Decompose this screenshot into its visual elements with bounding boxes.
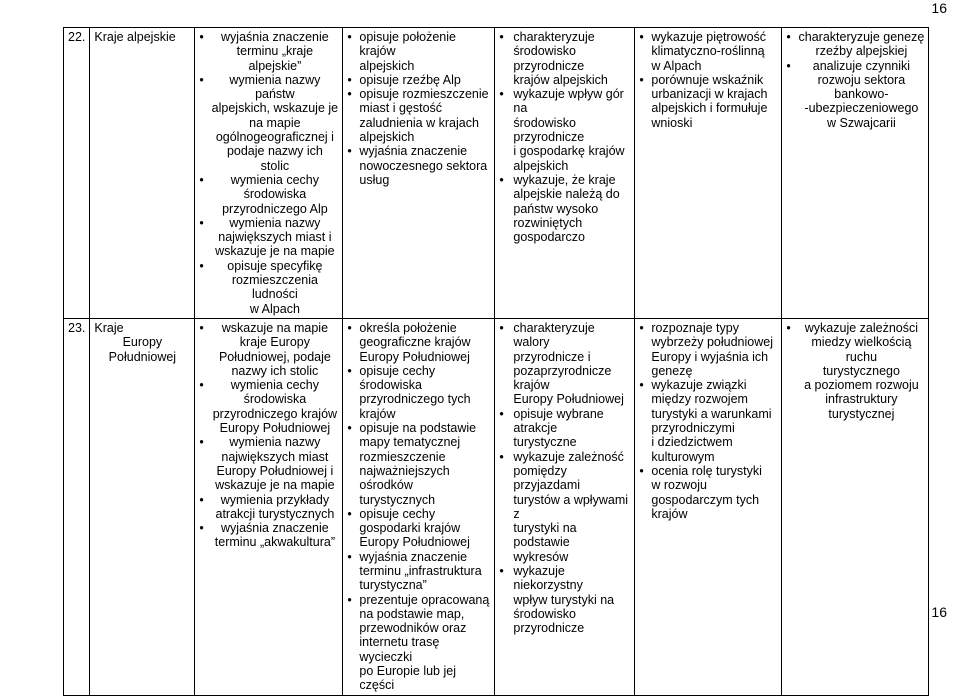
topic-line: Kraje alpejskie: [94, 30, 176, 44]
bullet-item-continued: nazwy ich stolic: [231, 363, 319, 378]
bullet-item-continued: podaje nazwy ich stolic: [226, 144, 323, 173]
bullet-item-continued: wpływ turystyki na: [513, 592, 615, 607]
bullet-item-continued: przewodników oraz: [359, 621, 467, 636]
bullet-item-continued: Południowej, podaje: [218, 349, 331, 364]
bullet-item: • opisuje rozmieszczenie: [347, 87, 490, 101]
bullet-item-continued: przyrodnicze i: [513, 349, 591, 364]
bullet-item-continued: środowisko przyrodnicze: [513, 44, 585, 73]
bullet-item-continued: przyrodniczego Alp: [222, 201, 328, 216]
bullet-item-continued: wybrzeży południowej: [651, 335, 773, 350]
bullet-item-continued: alpejskie należą do: [513, 187, 620, 202]
bullet-item: • charakteryzuje: [499, 30, 630, 44]
bullet-item: • wykazuje piętrowość: [639, 30, 777, 44]
bullet-item-continued: turystów a wpływami z: [513, 492, 629, 521]
bullet-item-continued: przyrodniczymi: [651, 421, 735, 436]
bullet-item-continued: rozmieszczenie: [359, 449, 446, 464]
bullet-item: • rozpoznaje typy: [639, 321, 777, 335]
bullet-item-continued: najważniejszych: [359, 463, 450, 478]
bullet-item: • wymienia nazwy państw: [199, 73, 338, 102]
bullet-item-continued: krajów: [359, 406, 396, 421]
bullet-item: • wyjaśnia znaczenie: [199, 30, 338, 44]
bullet-item-continued: Europy Południowej i: [216, 463, 334, 478]
bullet-item: • opisuje wybrane atrakcje: [499, 407, 630, 436]
requirements-basic: [195, 28, 343, 319]
bullet-item: • opisuje na podstawie: [347, 421, 490, 435]
bullet-item-continued: między rozwojem: [651, 392, 748, 407]
page-number-bottom: 16: [931, 604, 947, 620]
bullet-item: • prezentuje opracowaną: [347, 593, 490, 607]
bullet-item: • wykazuje, że kraje: [499, 173, 630, 187]
bullet-item: • charakteryzuje walory: [499, 321, 630, 350]
bullet-item-continued: bankowo-: [834, 87, 889, 102]
requirements-full: [635, 28, 782, 319]
bullet-item-continued: wykresów: [513, 549, 569, 564]
bullet-item-continued: przyrodniczego krajów: [212, 406, 338, 421]
topic-line: Kraje: [94, 320, 124, 335]
bullet-item-continued: największych miast i: [218, 230, 332, 245]
bullet-item-continued: terminu „kraje alpejskie”: [236, 44, 314, 73]
bullet-item-continued: i dziedzictwem: [651, 435, 733, 450]
bullet-item-continued: gospodarki krajów: [359, 521, 461, 536]
bullet-item-continued: środowisko przyrodnicze: [513, 115, 585, 145]
bullet-item: • charakteryzuje genezę: [786, 30, 924, 44]
requirements-extended: [343, 318, 495, 695]
bullet-item-continued: miast i gęstość: [359, 101, 443, 116]
bullet-item-continued: alpejskich: [513, 158, 569, 173]
page-number-top: 16: [931, 0, 947, 16]
bullet-item-continued: zaludnienia w krajach: [359, 115, 479, 130]
requirements-basic: [195, 318, 343, 695]
row-number: 22.: [64, 28, 90, 319]
bullet-item-continued: Europy Południowej: [219, 421, 331, 436]
topic-cell: [90, 28, 195, 319]
bullet-item: • opisuje rzeźbę Alp: [347, 73, 490, 87]
bullet-item-continued: alpejskich i formułuje: [651, 101, 768, 116]
bullet-item: • wykazuje zależności: [786, 321, 924, 335]
bullet-item-continued: Europy Południowej: [513, 392, 624, 407]
bullet-item-continued: turystyki a warunkami: [651, 406, 772, 421]
bullet-item: • wyjaśnia znaczenie: [199, 521, 338, 535]
bullet-item-continued: Europy Południowej: [359, 535, 470, 550]
bullet-item-continued: a poziomem rozwoju: [804, 378, 919, 393]
requirements-full: [635, 318, 782, 695]
bullet-item-continued: gospodarczo: [513, 230, 585, 245]
bullet-item: • wykazuje związki: [639, 378, 777, 392]
bullet-item-continued: alpejskich, wskazuje je: [211, 101, 339, 116]
bullet-item: • wymienia cechy: [199, 378, 338, 392]
bullet-item: • wyjaśnia znaczenie: [347, 550, 490, 564]
bullet-item-continued: usług: [359, 172, 390, 187]
bullet-item-continued: internetu trasę wycieczki: [359, 635, 440, 664]
bullet-item-continued: na podstawie map,: [359, 606, 465, 621]
bullet-item-continued: -ubezpieczeniowego: [804, 101, 919, 116]
table-row-23: [64, 318, 929, 695]
bullet-item-continued: rzeźby alpejskiej: [815, 44, 908, 59]
bullet-item: • wymienia cechy: [199, 173, 338, 187]
bullet-item-continued: środowiska: [243, 187, 307, 202]
requirements-extended: [343, 28, 495, 319]
bullet-item: • ocenia rolę turystyki: [639, 464, 777, 478]
bullet-item-continued: pozaprzyrodnicze krajów: [513, 363, 612, 393]
requirements-advanced: [495, 28, 635, 319]
bullet-item: • opisuje cechy: [347, 507, 490, 521]
requirements-excellent: [782, 318, 929, 695]
bullet-item-continued: geograficzne krajów: [359, 335, 471, 350]
bullet-item-continued: infrastruktury turystycznej: [825, 392, 898, 421]
bullet-item: • wymienia nazwy: [199, 216, 338, 230]
bullet-item-continued: kraje Europy: [239, 335, 310, 350]
bullet-item: • wymienia nazwy: [199, 435, 338, 449]
bullet-item: • opisuje specyfikę: [199, 259, 338, 273]
bullet-item-continued: przyrodniczego tych: [359, 392, 471, 407]
bullet-item-continued: nowoczesnego sektora: [359, 158, 488, 173]
requirements-excellent: [782, 28, 929, 319]
bullet-item-continued: środowiska: [243, 392, 307, 407]
bullet-item-continued: wskazuje je na mapie: [215, 244, 335, 259]
bullet-item: • wskazuje na mapie: [199, 321, 338, 335]
bullet-item-continued: rozwiniętych: [513, 215, 583, 230]
bullet-item-continued: rozwoju sektora: [817, 72, 906, 87]
bullet-item-continued: w Alpach: [249, 301, 300, 316]
bullet-item-continued: ogólnogeograficznej i: [215, 130, 334, 145]
bullet-item-continued: w Szwajcarii: [827, 115, 896, 130]
bullet-item-continued: środowiska: [359, 378, 422, 393]
bullet-item-continued: w rozwoju: [651, 478, 707, 493]
bullet-item-continued: Europy i wyjaśnia ich: [651, 349, 769, 364]
bullet-item: • wyjaśnia znaczenie: [347, 144, 490, 158]
bullet-item-continued: turystyczne: [513, 435, 577, 450]
row-number: 23.: [64, 318, 90, 695]
bullet-item-continued: atrakcji turystycznych: [215, 506, 335, 521]
bullet-item-continued: wskazuje je na mapie: [215, 478, 335, 493]
bullet-item: • wykazuje zależność: [499, 450, 630, 464]
bullet-item-continued: klimatyczno-roślinną: [651, 44, 765, 59]
bullet-item-continued: państw wysoko: [513, 201, 599, 216]
bullet-item-continued: terminu „akwakultura”: [214, 535, 335, 550]
bullet-item-continued: na mapie: [249, 115, 301, 130]
bullet-item-continued: Europy Południowej: [359, 349, 470, 364]
bullet-item-continued: genezę: [651, 363, 693, 378]
bullet-item-continued: alpejskich: [359, 130, 415, 145]
bullet-item-continued: turystyczna”: [359, 578, 427, 593]
bullet-item-continued: turystycznego: [822, 363, 900, 378]
bullet-item-continued: miedzy wielkością ruchu: [811, 335, 912, 364]
curriculum-table: [63, 27, 929, 696]
bullet-item-continued: ośrodków turystycznych: [359, 478, 436, 507]
bullet-item: • wykazuje wpływ gór na: [499, 87, 630, 116]
bullet-item: • opisuje położenie krajów: [347, 30, 490, 59]
bullet-item: • analizuje czynniki: [786, 59, 924, 73]
bullet-item-continued: urbanizacji w krajach: [651, 87, 768, 102]
bullet-item-continued: środowisko przyrodnicze: [513, 606, 585, 636]
bullet-item: • porównuje wskaźnik: [639, 73, 777, 87]
topic-line: Południowej: [108, 349, 177, 364]
bullet-item-continued: terminu „infrastruktura: [359, 563, 482, 578]
bullet-item: • wykazuje niekorzystny: [499, 564, 630, 593]
bullet-item-continued: w Alpach: [651, 58, 702, 73]
requirements-advanced: [495, 318, 635, 695]
topic-line: Europy: [122, 335, 163, 350]
bullet-item-continued: krajów: [651, 506, 688, 521]
bullet-item-continued: pomiędzy przyjazdami: [513, 463, 581, 493]
bullet-item-continued: i gospodarkę krajów: [513, 144, 625, 159]
bullet-item-continued: po Europie lub jej części: [359, 664, 456, 693]
bullet-item-continued: największych miast: [221, 449, 329, 464]
bullet-item-continued: wnioski: [651, 115, 693, 130]
bullet-item-continued: turystyki na podstawie: [513, 521, 577, 550]
bullet-item-continued: krajów alpejskich: [513, 72, 608, 87]
table-row-22: [64, 28, 929, 319]
bullet-item-continued: gospodarczym tych: [651, 492, 760, 507]
bullet-item-continued: alpejskich: [359, 58, 415, 73]
bullet-item: • określa położenie: [347, 321, 490, 335]
bullet-item: • opisuje cechy: [347, 364, 490, 378]
bullet-item-continued: mapy tematycznej: [359, 435, 461, 450]
bullet-item: • wymienia przykłady: [199, 493, 338, 507]
bullet-item-continued: kulturowym: [651, 449, 715, 464]
bullet-item-continued: rozmieszczenia ludności: [231, 273, 318, 302]
topic-cell: [90, 318, 195, 695]
